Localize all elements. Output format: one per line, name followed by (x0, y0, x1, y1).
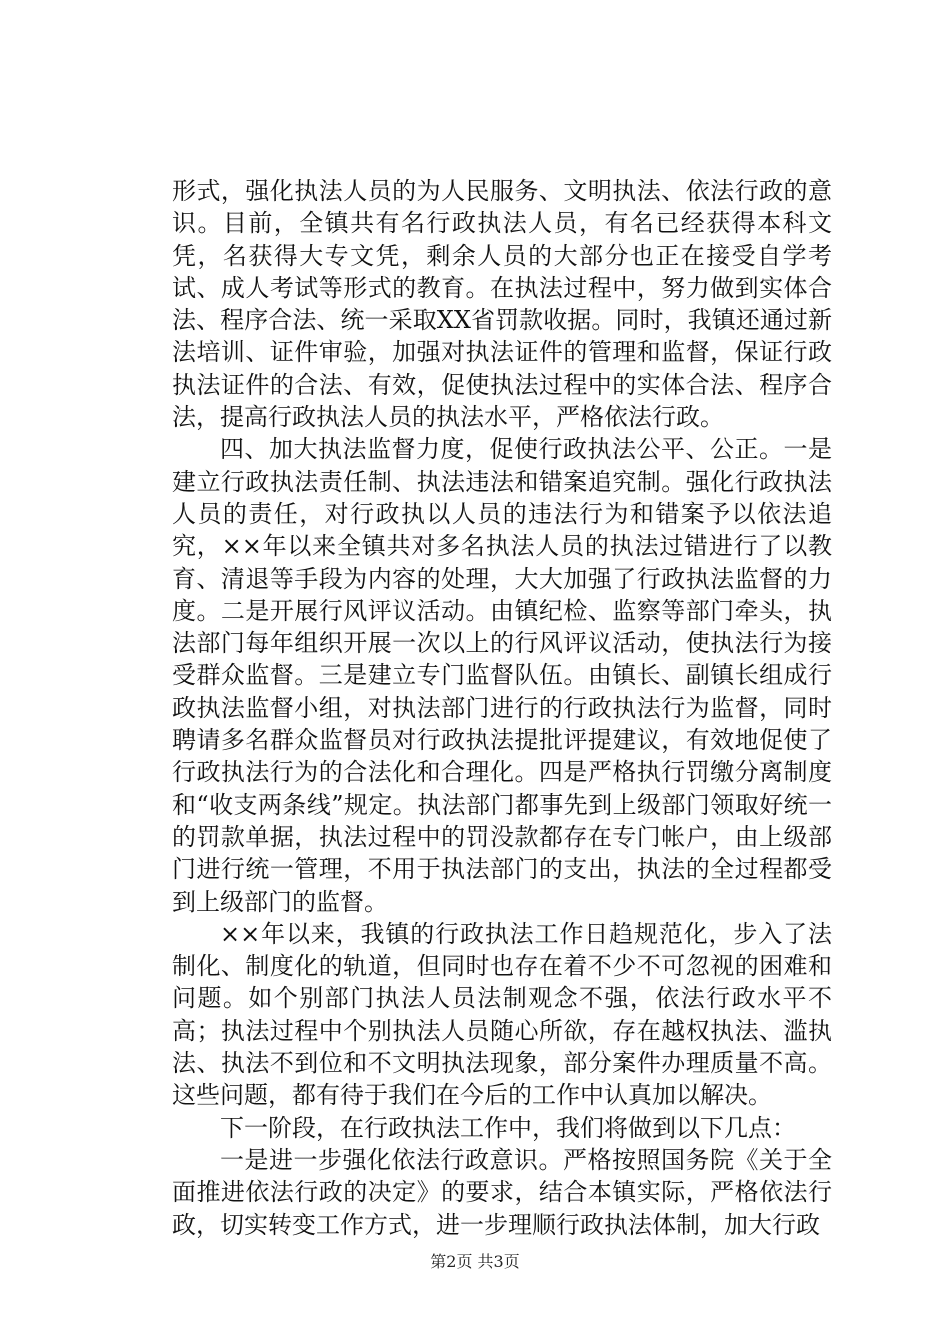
paragraph-point-one: 一是进一步强化依法行政意识。严格按照国务院《关于全面推进依法行政的决定》的要求，结合本镇实际，严格依法行政，切实转变工作方式，进一步理顺行政执法体制，加大行政 (172, 1145, 832, 1239)
page-footer: 第2页 共3页 (430, 1252, 520, 1271)
paragraph-continuation: 形式，强化执法人员的为人民服务、文明执法、依法行政的意识。目前，全镇共有名行政执法人员，有名已经获得本科文凭，名获得大专文凭，剩余人员的大部分也正在接受自学考试、成人考试等形式的教育。在执法过程中，努力做到实体合法、程序合法、统一采取XX省罚款收据。同时，我镇还通过新法培训、证件审验，加强对执法证件的管理和监督，保证行政执法证件的合法、有效，促使执法过程中的实体合法、程序合法，提高行政执法人员的执法水平，严格依法行政。 (172, 177, 832, 432)
document-body (172, 175, 832, 1241)
paragraph-supervision: 四、加大执法监督力度，促使行政执法公平、公正。一是建立行政执法责任制、执法违法和错案追究制。强化行政执法人员的责任，对行政执以人员的违法行为和错案予以依法追究，××年以来全镇共对多名执法人员的执法过错进行了以教育、清退等手段为内容的处理，大大加强了行政执法监督的力度。二是开展行风评议活动。由镇纪检、监察等部门牵头，执法部门每年组织开展一次以上的行风评议活动，使执法行为接受群众监督。三是建立专门监督队伍。由镇长、副镇长组成行政执法监督小组，对执法部门进行的行政执法行为监督，同时聘请多名群众监督员对行政执法提批评提建议，有效地促使了行政执法行为的合法化和合理化。四是严格执行罚缴分离制度和“收支两条线”规定。执法部门都事先到上级部门领取好统一的罚款单据，执法过程中的罚没款都存在专门帐户，由上级部门进行统一管理，不用于执法部门的支出，执法的全过程都受到上级部门的监督。 (172, 435, 832, 916)
paragraph-next-stage: 下一阶段，在行政执法工作中，我们将做到以下几点： (220, 1113, 796, 1142)
paragraph-problems: ××年以来，我镇的行政执法工作日趋规范化，步入了法制化、制度化的轨道，但同时也存在着不少不可忽视的困难和问题。如个别部门执法人员法制观念不强，依法行政水平不高；执法过程中个别执法人员随心所欲，存在越权执法、滥执法、执法不到位和不文明执法现象，部分案件办理质量不高。这些问题，都有待于我们在今后的工作中认真加以解决。 (172, 919, 832, 1110)
